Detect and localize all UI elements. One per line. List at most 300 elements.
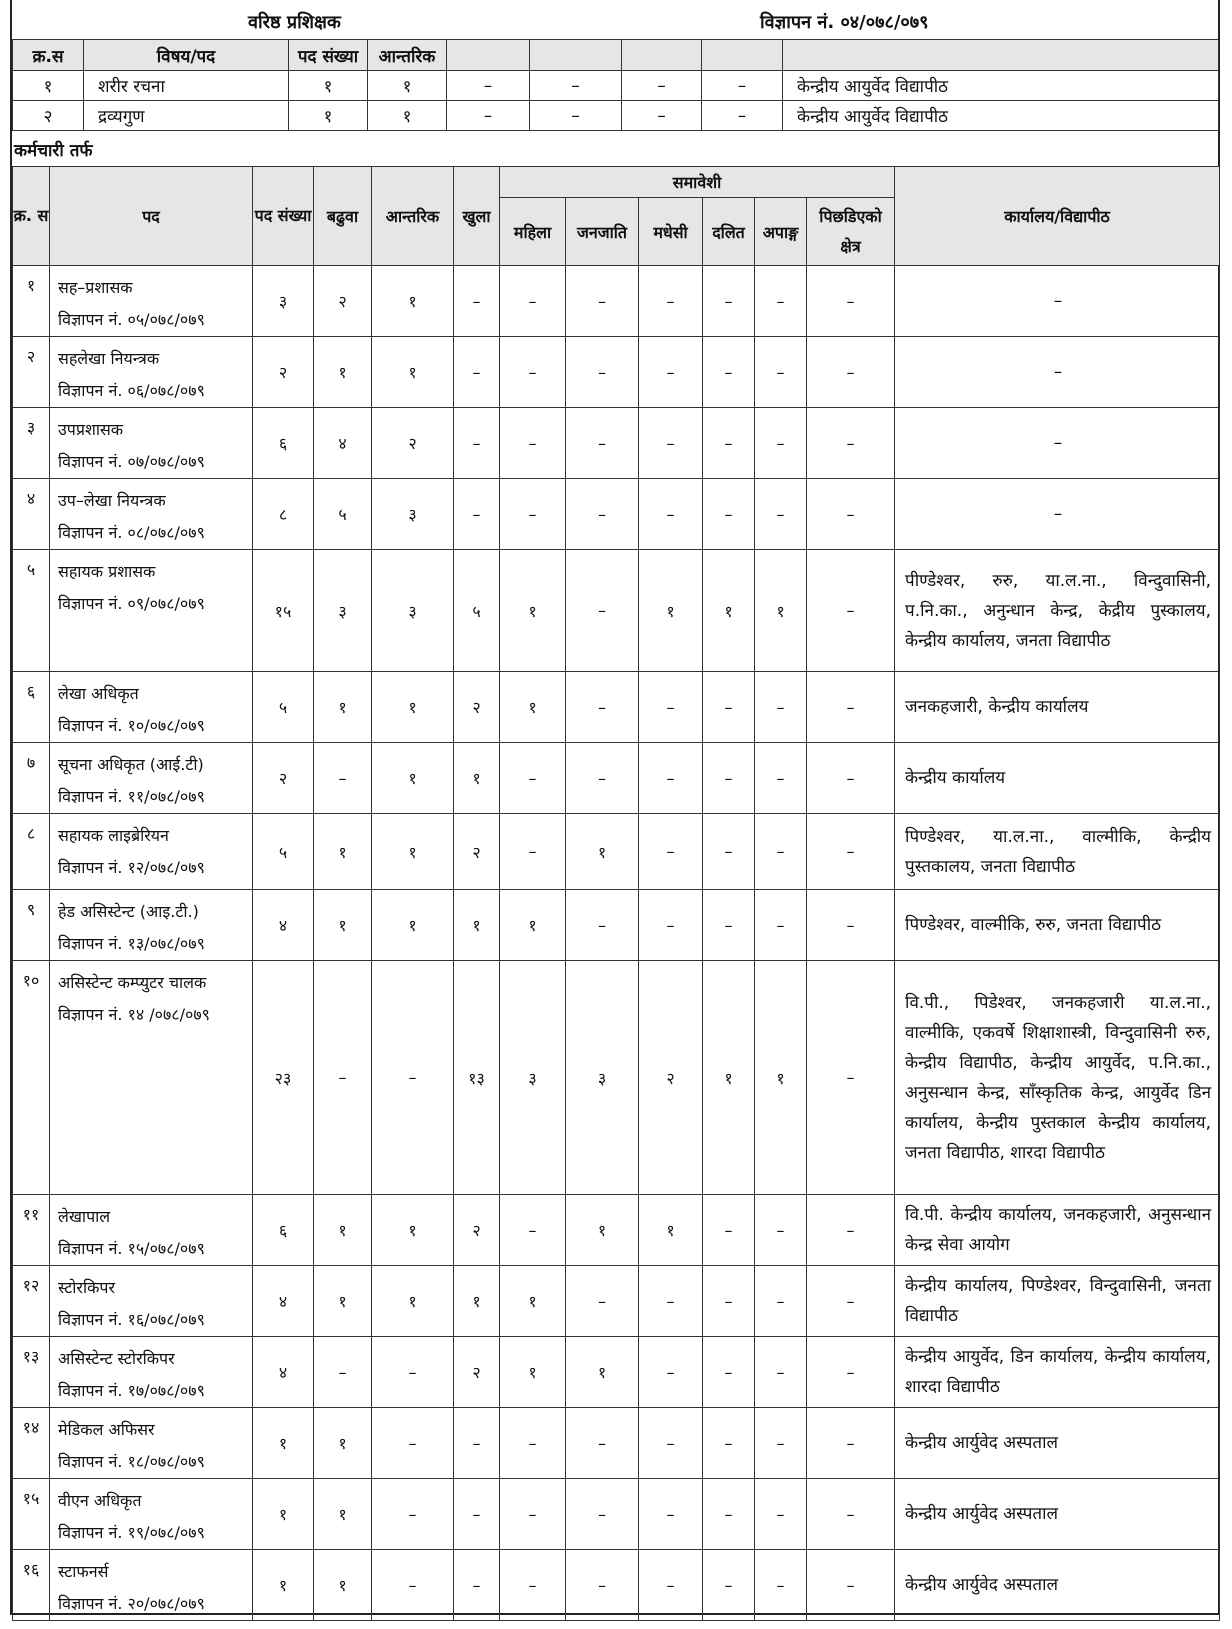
- table-row: [13, 71, 1219, 101]
- cell-open: ५: [454, 550, 500, 672]
- cell-office: –: [895, 479, 1220, 550]
- cell-open: –: [454, 479, 500, 550]
- cell-dalit: –: [703, 266, 755, 337]
- cell-dalit: –: [703, 1550, 755, 1621]
- cell-madhesi: –: [639, 408, 703, 479]
- cell-internal: –: [372, 1479, 454, 1550]
- cell-promotion: ४: [314, 408, 372, 479]
- cell-dalit: –: [703, 1408, 755, 1479]
- advertisement-number: विज्ञापन नं. १४ /०७८/०७९: [58, 1005, 210, 1024]
- cell-office: केन्द्रीय आर्युवेद अस्पताल: [895, 1550, 1220, 1621]
- cell-backward: –: [807, 1408, 895, 1479]
- cell-dalit: –: [703, 408, 755, 479]
- table-row: [13, 1266, 1220, 1337]
- table-row: [13, 672, 1220, 743]
- cell-disabled: –: [755, 1337, 807, 1408]
- table-row: [13, 408, 1220, 479]
- cell-post: [50, 1337, 253, 1408]
- cell-madhesi: –: [639, 1479, 703, 1550]
- advertisement-number: विज्ञापन नं. ०७/०७८/०७९: [58, 452, 205, 471]
- cell-count: १५: [253, 550, 314, 672]
- header-office: कार्यालय/विद्यापीठ: [895, 167, 1220, 266]
- cell-open: –: [454, 408, 500, 479]
- cell-disabled: –: [755, 814, 807, 890]
- cell-backward: –: [807, 266, 895, 337]
- cell-post: [50, 337, 253, 408]
- cell-sn: ११: [13, 1195, 50, 1266]
- cell-post: [50, 479, 253, 550]
- cell-women: १: [500, 672, 566, 743]
- cell-women: –: [500, 266, 566, 337]
- header-cell: [702, 40, 783, 71]
- cell-count: १: [253, 1479, 314, 1550]
- cell-open: –: [454, 266, 500, 337]
- cell-count: २: [253, 743, 314, 814]
- cell-promotion: १: [314, 890, 372, 961]
- advertisement-number: विज्ञापन नं. १६/०७८/०७९: [58, 1310, 205, 1329]
- cell-janajati: –: [566, 890, 639, 961]
- advertisement-number: विज्ञापन नं. ०६/०७८/०७९: [58, 381, 205, 400]
- cell-office: पिण्डेश्वर, वाल्मीकि, रुरु, जनता विद्यापीठ: [895, 890, 1220, 961]
- cell-dalit: –: [703, 1195, 755, 1266]
- post-title: सह–प्रशासक: [58, 278, 133, 297]
- cell-women: १: [500, 1266, 566, 1337]
- cell-open: २: [454, 672, 500, 743]
- advertisement-number: विज्ञापन नं. २०/०७८/०७९: [58, 1594, 205, 1613]
- cell-post: [50, 743, 253, 814]
- header-janajati: जनजाति: [566, 198, 639, 266]
- cell-backward: –: [807, 672, 895, 743]
- cell-sn: ४: [13, 479, 50, 550]
- cell-promotion: –: [314, 1337, 372, 1408]
- cell-count: २: [253, 337, 314, 408]
- table-row: [13, 1550, 1220, 1621]
- cell-janajati: –: [566, 337, 639, 408]
- cell-internal: –: [372, 1337, 454, 1408]
- cell-office: केन्द्रीय आयुर्वेद, डिन कार्यालय, केन्द्रीय कार्यालय, शारदा विद्यापीठ: [895, 1337, 1220, 1408]
- cell-count: ८: [253, 479, 314, 550]
- post-title: सहायक लाइब्रेरियन: [58, 826, 169, 845]
- cell-backward: –: [807, 1479, 895, 1550]
- cell-promotion: १: [314, 814, 372, 890]
- cell-disabled: –: [755, 1195, 807, 1266]
- top-header-advertisement: विज्ञापन नं. ०४/०७८/०७९: [760, 12, 929, 33]
- post-title: मेडिकल अफिसर: [58, 1420, 155, 1439]
- cell-count: १: [253, 1408, 314, 1479]
- cell-internal: ३: [372, 550, 454, 672]
- cell-post: [50, 961, 253, 1195]
- cell-promotion: १: [314, 1550, 372, 1621]
- cell-office: वि.पी., पिडेश्वर, जनकहजारी या.ल.ना., वाल्मीकि, एकवर्षे शिक्षाशास्त्री, विन्दुवासिनी रुरु, केन्द्रीय विद्यापीठ, केन्द्रीय आयुर्वेद, प.नि.का., अनुसन्धान केन्द्र, साँस्कृतिक केन्द्र, आयुर्वेद डिन कार्यालय, केन्द्रीय पुस्तकाल केन्द्रीय कार्यालय, जनता विद्यापीठ, शारदा विद्यापीठ: [895, 961, 1220, 1195]
- cell-dalit: –: [703, 337, 755, 408]
- cell-internal: –: [372, 1408, 454, 1479]
- cell-women: १: [500, 890, 566, 961]
- top-header-title: वरिष्ठ प्रशिक्षक: [248, 12, 341, 33]
- table-row: [13, 890, 1220, 961]
- cell-office: जनकहजारी, केन्द्रीय कार्यालय: [895, 672, 1220, 743]
- cell-sn: १४: [13, 1408, 50, 1479]
- cell-women: १: [500, 550, 566, 672]
- cell-office: केन्द्रीय आयुर्वेद विद्यापीठ: [783, 71, 1219, 101]
- header-cell: विषय/पद: [84, 40, 289, 71]
- cell-backward: –: [807, 1266, 895, 1337]
- staff-vacancy-table: [12, 166, 1220, 1621]
- cell-promotion: ३: [314, 550, 372, 672]
- cell-dalit: –: [703, 1479, 755, 1550]
- cell-backward: –: [807, 961, 895, 1195]
- cell-sn: १: [13, 266, 50, 337]
- senior-trainer-table: [12, 39, 1219, 131]
- cell-disabled: –: [755, 337, 807, 408]
- header-cell: [447, 40, 530, 71]
- cell-madhesi: १: [639, 550, 703, 672]
- cell-madhesi: –: [639, 266, 703, 337]
- cell-janajati: –: [566, 479, 639, 550]
- cell-janajati: –: [566, 1266, 639, 1337]
- cell-internal: १: [372, 1266, 454, 1337]
- cell-internal: १: [368, 101, 447, 131]
- cell-subject: शरीर रचना: [84, 71, 289, 101]
- cell-office: केन्द्रीय कार्यालय, पिण्डेश्वर, विन्दुवासिनी, जनता विद्यापीठ: [895, 1266, 1220, 1337]
- cell-women: –: [500, 743, 566, 814]
- cell-internal: १: [372, 672, 454, 743]
- cell-open: –: [454, 337, 500, 408]
- cell-backward: –: [807, 814, 895, 890]
- cell-post: [50, 672, 253, 743]
- cell-backward: –: [807, 890, 895, 961]
- header-sn: क्र. स: [13, 167, 50, 266]
- post-title: लेखापाल: [58, 1207, 111, 1226]
- cell-disabled: १: [755, 961, 807, 1195]
- cell-women: –: [500, 1479, 566, 1550]
- cell-sn: १३: [13, 1337, 50, 1408]
- cell-c7: –: [622, 71, 702, 101]
- cell-subject: द्रव्यगुण: [84, 101, 289, 131]
- cell-madhesi: –: [639, 1408, 703, 1479]
- cell-madhesi: १: [639, 1195, 703, 1266]
- cell-dalit: –: [703, 479, 755, 550]
- cell-dalit: –: [703, 743, 755, 814]
- header-backward-region: पिछडिएको क्षेत्र: [807, 198, 895, 266]
- post-title: असिस्टेन्ट स्टोरकिपर: [58, 1349, 175, 1368]
- cell-count: ५: [253, 672, 314, 743]
- advertisement-number: विज्ञापन नं. ०९/०७८/०७९: [58, 594, 205, 613]
- header-open: खुला: [454, 167, 500, 266]
- post-title: वीएन अधिकृत: [58, 1491, 142, 1510]
- post-title: स्टोरकिपर: [58, 1278, 116, 1297]
- cell-disabled: –: [755, 743, 807, 814]
- cell-backward: –: [807, 743, 895, 814]
- cell-backward: –: [807, 1337, 895, 1408]
- cell-count: १: [289, 71, 368, 101]
- cell-post: [50, 814, 253, 890]
- cell-disabled: –: [755, 266, 807, 337]
- post-title: उपप्रशासक: [58, 420, 124, 439]
- cell-open: –: [454, 1550, 500, 1621]
- table-row: [13, 743, 1220, 814]
- cell-disabled: –: [755, 1550, 807, 1621]
- cell-women: १: [500, 1337, 566, 1408]
- cell-count: ६: [253, 408, 314, 479]
- cell-count: २३: [253, 961, 314, 1195]
- cell-count: ४: [253, 1337, 314, 1408]
- cell-madhesi: –: [639, 1550, 703, 1621]
- header-post: पद: [50, 167, 253, 266]
- cell-sn: १६: [13, 1550, 50, 1621]
- cell-open: –: [454, 1408, 500, 1479]
- cell-promotion: –: [314, 961, 372, 1195]
- top-header: [12, 4, 1218, 36]
- header-promotion: बढुवा: [314, 167, 372, 266]
- cell-count: ६: [253, 1195, 314, 1266]
- cell-backward: –: [807, 1550, 895, 1621]
- advertisement-number: विज्ञापन नं. १२/०७८/०७९: [58, 858, 205, 877]
- cell-backward: –: [807, 408, 895, 479]
- advertisement-number: विज्ञापन नं. १०/०७८/०७९: [58, 716, 205, 735]
- cell-dalit: –: [703, 1337, 755, 1408]
- cell-sn: १०: [13, 961, 50, 1195]
- cell-dalit: –: [703, 890, 755, 961]
- table-row: [13, 550, 1220, 672]
- cell-post: [50, 550, 253, 672]
- header-internal: आन्तरिक: [372, 167, 454, 266]
- advertisement-number: विज्ञापन नं. १८/०७८/०७९: [58, 1452, 205, 1471]
- cell-open: –: [454, 1479, 500, 1550]
- cell-c8: –: [702, 101, 783, 131]
- table-header-row: [13, 40, 1219, 71]
- cell-promotion: १: [314, 1408, 372, 1479]
- cell-office: पिण्डेश्वर, या.ल.ना., वाल्मीकि, केन्द्रीय पुस्तकालय, जनता विद्यापीठ: [895, 814, 1220, 890]
- cell-internal: १: [372, 814, 454, 890]
- cell-post: [50, 890, 253, 961]
- cell-post: [50, 1408, 253, 1479]
- post-title: लेखा अधिकृत: [58, 684, 139, 703]
- table-row: [13, 101, 1219, 131]
- cell-c6: –: [530, 101, 622, 131]
- cell-backward: –: [807, 1195, 895, 1266]
- cell-janajati: –: [566, 550, 639, 672]
- header-cell: आन्तरिक: [368, 40, 447, 71]
- cell-internal: १: [372, 337, 454, 408]
- cell-disabled: –: [755, 479, 807, 550]
- cell-women: –: [500, 408, 566, 479]
- cell-office: –: [895, 266, 1220, 337]
- cell-post: [50, 1266, 253, 1337]
- advertisement-number: विज्ञापन नं. १९/०७८/०७९: [58, 1523, 205, 1542]
- cell-promotion: ५: [314, 479, 372, 550]
- cell-sn: १: [13, 71, 84, 101]
- cell-janajati: १: [566, 814, 639, 890]
- table-row: [13, 266, 1220, 337]
- cell-count: ४: [253, 1266, 314, 1337]
- cell-dalit: –: [703, 814, 755, 890]
- cell-internal: १: [372, 266, 454, 337]
- cell-c6: –: [530, 71, 622, 101]
- cell-madhesi: –: [639, 337, 703, 408]
- cell-women: –: [500, 814, 566, 890]
- cell-women: –: [500, 479, 566, 550]
- cell-disabled: १: [755, 550, 807, 672]
- cell-count: १: [253, 1550, 314, 1621]
- cell-c8: –: [702, 71, 783, 101]
- cell-sn: २: [13, 337, 50, 408]
- cell-madhesi: –: [639, 890, 703, 961]
- cell-sn: ६: [13, 672, 50, 743]
- cell-open: १: [454, 1266, 500, 1337]
- cell-office: पीण्डेश्वर, रुरु, या.ल.ना., विन्दुवासिनी, प.नि.का., अनुन्धान केन्द्र, केद्रीय पुस्कालय, केन्द्रीय कार्यालय, जनता विद्यापीठ: [895, 550, 1220, 672]
- header-disabled: अपाङ्ग: [755, 198, 807, 266]
- advertisement-number: विज्ञापन नं. ११/०७८/०७९: [58, 787, 205, 806]
- advertisement-number: विज्ञापन नं. ०५/०७८/०७९: [58, 310, 205, 329]
- cell-open: १: [454, 890, 500, 961]
- staff-section-title: कर्मचारी तर्फ: [14, 141, 93, 161]
- advertisement-number: विज्ञापन नं. १३/०७८/०७९: [58, 934, 205, 953]
- post-title: सूचना अधिकृत (आई.टी): [58, 755, 204, 774]
- cell-post: [50, 1479, 253, 1550]
- cell-janajati: –: [566, 743, 639, 814]
- cell-promotion: १: [314, 672, 372, 743]
- cell-sn: २: [13, 101, 84, 131]
- cell-women: –: [500, 1550, 566, 1621]
- cell-disabled: –: [755, 672, 807, 743]
- header-cell: क्र.स: [13, 40, 84, 71]
- table-row: [13, 961, 1220, 1195]
- cell-sn: १५: [13, 1479, 50, 1550]
- cell-promotion: १: [314, 337, 372, 408]
- cell-internal: ३: [372, 479, 454, 550]
- header-cell: [783, 40, 1219, 71]
- cell-internal: १: [368, 71, 447, 101]
- table-row: [13, 479, 1220, 550]
- cell-janajati: –: [566, 1479, 639, 1550]
- cell-disabled: –: [755, 408, 807, 479]
- cell-janajati: –: [566, 672, 639, 743]
- cell-sn: ७: [13, 743, 50, 814]
- cell-women: –: [500, 1195, 566, 1266]
- cell-dalit: १: [703, 550, 755, 672]
- cell-dalit: –: [703, 1266, 755, 1337]
- cell-promotion: २: [314, 266, 372, 337]
- header-cell: [622, 40, 702, 71]
- cell-janajati: १: [566, 1337, 639, 1408]
- cell-backward: –: [807, 479, 895, 550]
- cell-promotion: १: [314, 1195, 372, 1266]
- table-row: [13, 1479, 1220, 1550]
- cell-disabled: –: [755, 1479, 807, 1550]
- cell-madhesi: –: [639, 1266, 703, 1337]
- cell-post: [50, 1195, 253, 1266]
- cell-open: २: [454, 1195, 500, 1266]
- cell-post: [50, 408, 253, 479]
- header-cell: [530, 40, 622, 71]
- post-title: सहलेखा नियन्त्रक: [58, 349, 160, 368]
- cell-sn: १२: [13, 1266, 50, 1337]
- cell-disabled: –: [755, 1408, 807, 1479]
- cell-madhesi: –: [639, 743, 703, 814]
- cell-open: २: [454, 1337, 500, 1408]
- cell-count: ३: [253, 266, 314, 337]
- cell-c5: –: [447, 101, 530, 131]
- cell-madhesi: २: [639, 961, 703, 1195]
- cell-c7: –: [622, 101, 702, 131]
- post-title: सहायक प्रशासक: [58, 562, 156, 581]
- table-header-row: [13, 167, 1220, 198]
- cell-c5: –: [447, 71, 530, 101]
- cell-office: केन्द्रीय आयुर्वेद विद्यापीठ: [783, 101, 1219, 131]
- cell-sn: ८: [13, 814, 50, 890]
- advertisement-number: विज्ञापन नं. ०८/०७८/०७९: [58, 523, 205, 542]
- cell-sn: ५: [13, 550, 50, 672]
- cell-madhesi: –: [639, 479, 703, 550]
- post-title: असिस्टेन्ट कम्प्युटर चालक: [58, 973, 207, 992]
- cell-office: –: [895, 408, 1220, 479]
- cell-count: १: [289, 101, 368, 131]
- cell-sn: ३: [13, 408, 50, 479]
- table-row: [13, 1195, 1220, 1266]
- cell-count: ४: [253, 890, 314, 961]
- cell-office: केन्द्रीय आर्युवेद अस्पताल: [895, 1479, 1220, 1550]
- cell-promotion: १: [314, 1266, 372, 1337]
- cell-sn: ९: [13, 890, 50, 961]
- cell-backward: –: [807, 337, 895, 408]
- cell-disabled: –: [755, 1266, 807, 1337]
- table-row: [13, 1408, 1220, 1479]
- cell-janajati: ३: [566, 961, 639, 1195]
- header-women: महिला: [500, 198, 566, 266]
- cell-women: –: [500, 337, 566, 408]
- cell-internal: –: [372, 1550, 454, 1621]
- cell-madhesi: –: [639, 672, 703, 743]
- post-title: उप–लेखा नियन्त्रक: [58, 491, 166, 510]
- cell-open: १३: [454, 961, 500, 1195]
- cell-internal: २: [372, 408, 454, 479]
- table-row: [13, 1337, 1220, 1408]
- table-row: [13, 337, 1220, 408]
- cell-janajati: –: [566, 408, 639, 479]
- cell-count: ५: [253, 814, 314, 890]
- cell-janajati: –: [566, 1408, 639, 1479]
- cell-internal: –: [372, 961, 454, 1195]
- cell-office: केन्द्रीय कार्यालय: [895, 743, 1220, 814]
- cell-post: [50, 266, 253, 337]
- cell-internal: १: [372, 890, 454, 961]
- cell-dalit: –: [703, 672, 755, 743]
- header-cell: पद संख्या: [289, 40, 368, 71]
- cell-madhesi: –: [639, 814, 703, 890]
- cell-office: केन्द्रीय आर्युवेद अस्पताल: [895, 1408, 1220, 1479]
- table-row: [13, 814, 1220, 890]
- cell-internal: १: [372, 743, 454, 814]
- cell-promotion: १: [314, 1479, 372, 1550]
- header-inclusive: समावेशी: [500, 167, 895, 198]
- cell-promotion: –: [314, 743, 372, 814]
- header-madhesi: मधेसी: [639, 198, 703, 266]
- cell-open: २: [454, 814, 500, 890]
- cell-dalit: १: [703, 961, 755, 1195]
- post-title: हेड असिस्टेन्ट (आइ.टी.): [58, 902, 199, 921]
- cell-janajati: १: [566, 1195, 639, 1266]
- cell-office: –: [895, 337, 1220, 408]
- advertisement-number: विज्ञापन नं. १५/०७८/०७९: [58, 1239, 205, 1258]
- cell-janajati: –: [566, 266, 639, 337]
- header-count: पद संख्या: [253, 167, 314, 266]
- cell-janajati: –: [566, 1550, 639, 1621]
- cell-women: ३: [500, 961, 566, 1195]
- cell-disabled: –: [755, 890, 807, 961]
- post-title: स्टाफनर्स: [58, 1562, 109, 1581]
- cell-post: [50, 1550, 253, 1621]
- cell-office: वि.पी. केन्द्रीय कार्यालय, जनकहजारी, अनुसन्धान केन्द्र सेवा आयोग: [895, 1195, 1220, 1266]
